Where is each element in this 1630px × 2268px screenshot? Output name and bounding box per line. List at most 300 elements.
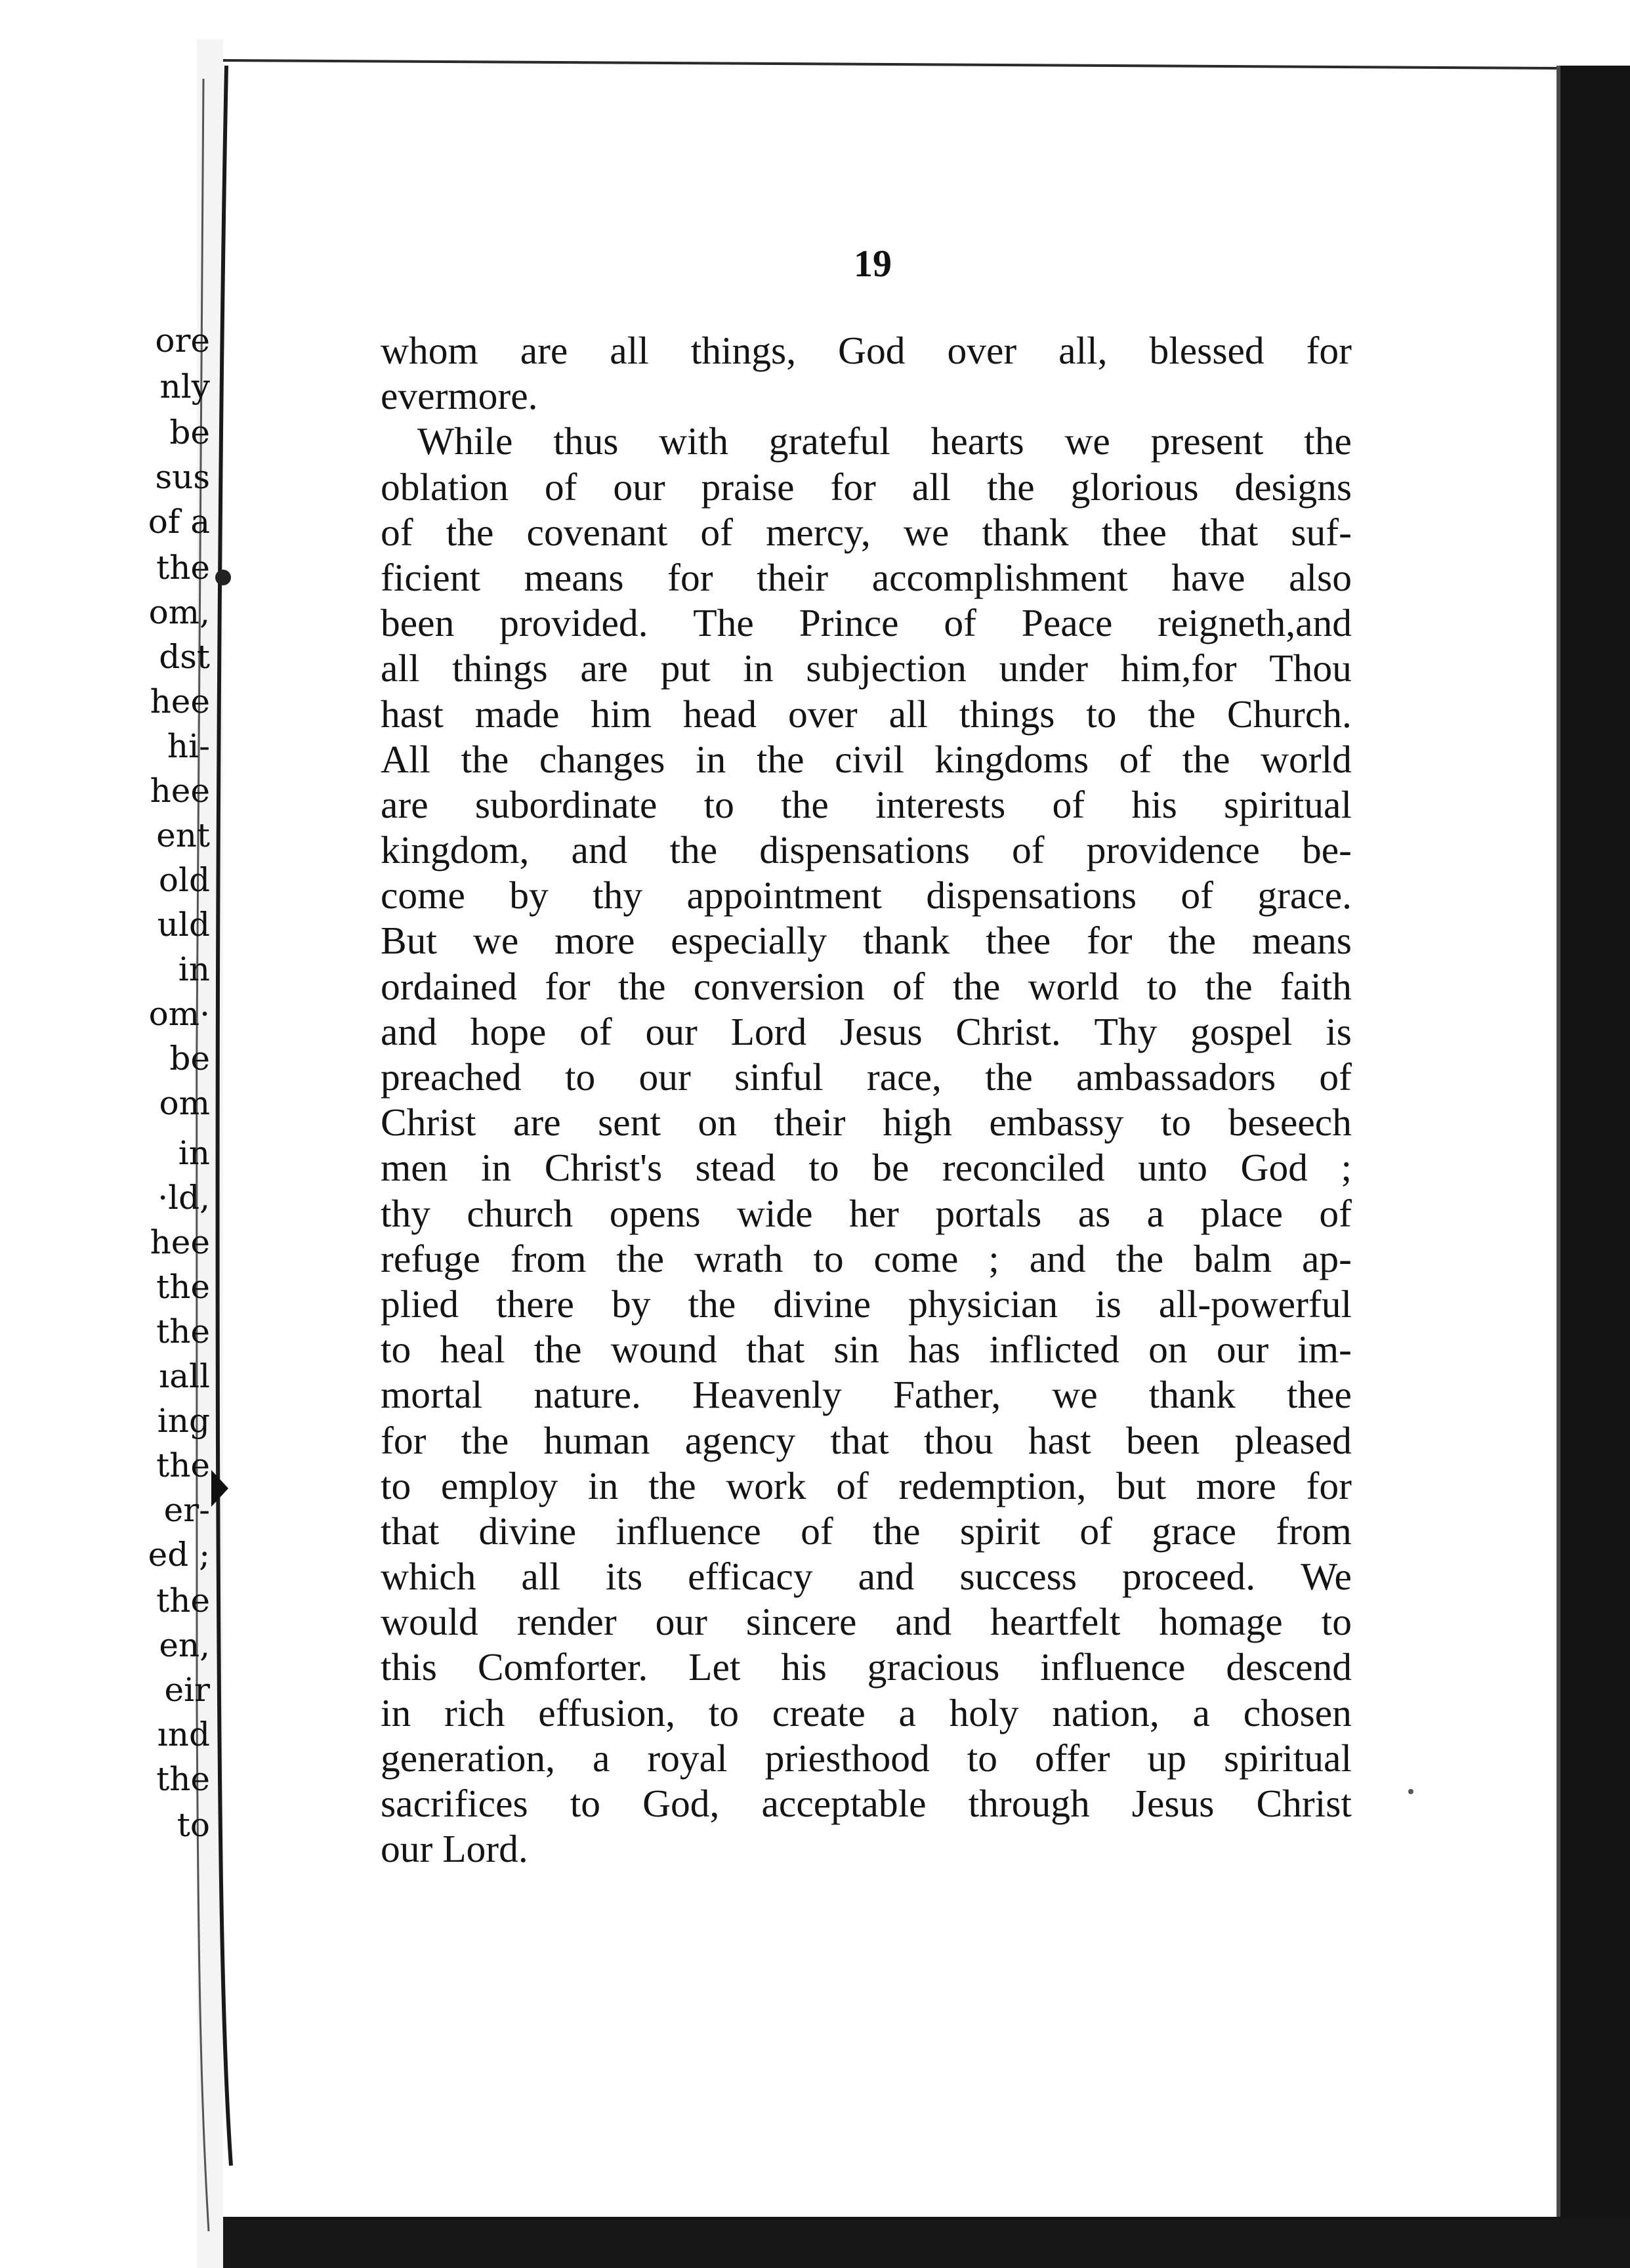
word: suf- [1291,510,1352,554]
word: We [1301,1555,1352,1599]
word: im- [1297,1328,1352,1372]
word: embassy [989,1101,1124,1144]
word: thus [553,419,619,463]
word: a [1146,1191,1165,1235]
word: Heavenly [692,1373,842,1417]
word: All [381,737,431,781]
word: through [968,1782,1090,1825]
previous-page-edge [0,0,223,2268]
word: Church. [1226,692,1352,736]
prev-fragment: be [169,413,210,452]
word: rich [444,1690,505,1734]
word: priesthood [764,1736,930,1780]
prev-fragment: hee [150,682,210,721]
word: dispensations [926,873,1137,917]
word: world [1261,737,1352,781]
word: thee [986,919,1051,963]
word: by [612,1282,651,1326]
word: world [1028,964,1119,1008]
word: spiritual [1223,782,1352,826]
word: ; [1341,1146,1352,1190]
word: our [638,1055,691,1099]
prev-fragment: om, [148,593,210,631]
word: holy [949,1690,1019,1734]
prev-fragment: nly [159,368,210,406]
word: for [381,1418,427,1462]
text-line [381,328,1352,373]
word: portals [935,1191,1042,1235]
word: his [781,1645,827,1689]
word: of [1319,1055,1352,1099]
text-line [381,1418,1352,1463]
word: mortal [381,1373,483,1417]
word: acceptable [761,1782,927,1825]
text-line [381,1645,1352,1690]
word: the [781,782,829,826]
word: faith [1280,964,1352,1008]
word: physician [908,1282,1058,1326]
word: of [700,510,733,554]
prev-fragment: hee [150,772,210,810]
word: for [1306,329,1352,372]
word: as [1077,1191,1111,1235]
word: for [830,465,876,509]
word: reconciled [942,1146,1105,1190]
text-line [381,1009,1352,1055]
word: means [1251,919,1352,963]
word: hast [381,692,444,736]
word: of [1011,828,1045,872]
word: nature. [533,1373,641,1417]
word: kingdom, [381,828,530,872]
word: appointment [686,873,882,917]
word: glorious [1070,465,1199,509]
word: of [1079,1509,1112,1553]
text-line [381,1055,1352,1100]
page-number: 19 [854,242,892,285]
text-line [381,737,1352,782]
text-line [381,1236,1352,1282]
word: more [1196,1463,1276,1507]
word: there [496,1282,574,1326]
word: hast [1028,1418,1091,1462]
text-line [381,873,1352,918]
text-line [381,1599,1352,1645]
word: Let [688,1645,741,1689]
word: thou [923,1418,993,1462]
word: the [446,510,494,554]
word: have [1171,555,1245,599]
word: a [1192,1690,1210,1734]
word: gracious [867,1645,1000,1689]
word: the [756,737,805,781]
text-line [381,1191,1352,1236]
word: to [1086,692,1117,736]
text-line [381,692,1352,737]
word: on [1148,1328,1188,1372]
word: beseech [1228,1101,1352,1144]
word: up [1147,1736,1186,1780]
word: we [903,510,950,554]
word: in [696,737,726,781]
text-line [381,918,1352,963]
text-line [381,1327,1352,1372]
word: of [1052,782,1085,826]
text-line [381,1100,1352,1145]
word: to [564,1055,596,1099]
word: wrath [694,1236,784,1280]
word: sent [598,1101,661,1144]
word: all [888,692,929,736]
word: homage [1159,1600,1283,1644]
prev-fragment: be [169,1040,210,1078]
word: all, [1058,329,1108,372]
word: Christ. [955,1009,1061,1053]
word: sincere [745,1600,857,1644]
word: hearts [930,419,1024,463]
word: and [381,1009,437,1053]
word: employ [440,1463,558,1507]
word: reigneth,and [1158,601,1352,645]
word: grateful [768,419,890,463]
text-line: evermore. [381,374,538,418]
word: ambassadors [1076,1055,1276,1099]
word: men [381,1146,448,1190]
word: of [1181,873,1213,917]
word: thank [1148,1373,1236,1417]
text-line [381,1282,1352,1327]
word: are [580,646,628,690]
word: his [1131,782,1177,826]
word: whom [381,329,478,372]
text-line [381,1554,1352,1599]
word: Jesus [840,1009,923,1053]
word: on [698,1101,738,1144]
prev-fragment: to [177,1806,210,1844]
word: spirit [959,1509,1041,1553]
word: Comforter. [477,1645,648,1689]
word: divine [773,1282,871,1326]
word: especially [671,919,827,963]
word: refuge [381,1236,480,1280]
word: the [952,964,1001,1008]
word: put [660,646,711,690]
word: ordained [381,964,518,1008]
word: and [895,1600,952,1644]
prev-fragment: sus [155,458,210,496]
word: is [1326,1009,1352,1053]
text-line [381,646,1352,691]
text-line [381,1372,1352,1418]
word: preached [381,1055,522,1099]
text-line [381,1463,1352,1509]
word: grace [1152,1509,1237,1553]
word: are [381,782,428,826]
word: and [571,828,628,872]
word: conversion [693,964,865,1008]
prev-fragment: dst [159,638,210,676]
prev-fragment: ent [156,816,210,854]
word: wound [610,1328,717,1372]
word: the [1148,692,1196,736]
body-text [381,328,1352,1872]
word: the [617,964,666,1008]
word: and [1029,1236,1086,1280]
word: Prince [799,601,899,645]
word: to [813,1236,844,1280]
word: of [801,1509,833,1553]
word: designs [1234,465,1352,509]
word: we [1064,419,1110,463]
word: things [959,692,1055,736]
word: pleased [1234,1418,1352,1462]
word: the [461,737,509,781]
prev-fragment: the [156,1446,210,1484]
word: has [908,1328,961,1372]
prev-fragment: the [156,1582,210,1620]
word: him,for [1120,646,1237,690]
right-edge-highlight [1557,66,1560,2268]
word: generation, [381,1736,555,1780]
word: her [848,1191,899,1235]
word: covenant [526,510,668,554]
word: The [693,601,754,645]
word: to [1146,964,1177,1008]
word: sacrifices [381,1782,528,1825]
word: high [883,1101,952,1144]
word: thee [1286,1373,1352,1417]
word: of [836,1463,869,1507]
word: things, [690,329,797,372]
prev-fragment: hee [150,1223,210,1261]
word: in [381,1690,411,1734]
word: ap- [1302,1236,1352,1280]
word: the [669,828,718,872]
text-line [381,555,1352,600]
word: thy [593,873,643,917]
text-line [381,1781,1352,1826]
word: our [645,1009,698,1053]
word: opens [609,1191,701,1235]
text-line [381,510,1352,555]
prev-fragment: old [158,861,210,899]
text-line [381,1690,1352,1736]
word: plied [381,1282,459,1326]
word: proceed. [1121,1555,1256,1599]
word: to [1321,1600,1352,1644]
word: present [1150,419,1264,463]
word: things [452,646,548,690]
word: are [520,329,568,372]
word: from [1276,1509,1352,1553]
word: Christ's [544,1146,663,1190]
prev-fragment: om· [148,995,210,1033]
word: the [616,1236,665,1280]
word: the [872,1509,921,1553]
prev-fragment: uld [157,906,210,944]
word: God [1240,1146,1308,1190]
word: influence [616,1509,761,1553]
word: our [1216,1328,1269,1372]
word: that [1200,510,1259,554]
word: by [509,873,549,917]
prev-fragment: of a [148,503,210,541]
word: Jesus [1131,1782,1215,1825]
word: over [947,329,1017,372]
word: race, [866,1055,942,1099]
text-line [381,782,1352,828]
word: the [533,1328,582,1372]
word: in [480,1146,512,1190]
word: ficient [381,555,480,599]
text-line [381,465,1352,510]
word: unto [1138,1146,1207,1190]
word: wide [736,1191,813,1235]
word: thy [381,1191,431,1235]
word: the [1304,419,1352,463]
word: mercy, [766,510,871,554]
word: would [381,1600,478,1644]
word: royal [647,1736,728,1780]
word: all-powerful [1158,1282,1352,1326]
text-line [381,1736,1352,1781]
word: that [745,1328,805,1372]
word: this [381,1645,437,1689]
word: their [774,1101,846,1144]
word: all [911,465,951,509]
word: means [524,555,624,599]
word: over [787,692,858,736]
word: human [543,1418,650,1462]
word: hope [470,1009,547,1053]
prev-fragment: the [156,1268,210,1306]
word: the [1168,919,1217,963]
prev-fragment: the [156,1760,210,1798]
word: under [999,646,1089,690]
word: to [808,1146,839,1190]
word: agency [684,1418,796,1462]
word: the [987,465,1035,509]
text-line [381,1145,1352,1190]
word: of [381,510,413,554]
word: place [1200,1191,1283,1235]
word: to [570,1782,600,1825]
word: offer [1035,1736,1110,1780]
word: been [1125,1418,1200,1462]
text-line [381,964,1352,1009]
word: church [467,1191,574,1235]
word: we [1052,1373,1098,1417]
word: the [461,1418,509,1462]
word: success [959,1555,1077,1599]
word: to [381,1463,411,1507]
word: Father, [892,1373,1001,1417]
prev-fragment: ore [155,322,210,360]
word: work [726,1463,806,1507]
word: of [544,465,577,509]
word: heal [440,1328,505,1372]
prev-fragment: hi- [167,727,210,765]
word: head [682,692,757,736]
word: and [858,1555,915,1599]
text-line: our Lord. [381,1827,528,1871]
word: stead [695,1146,776,1190]
word: render [516,1600,617,1644]
word: are [512,1101,561,1144]
word: we [472,919,519,963]
word: its [605,1555,643,1599]
word: of [892,964,925,1008]
word: in [588,1463,619,1507]
word: effusion, [538,1690,676,1734]
word: Christ [1256,1782,1352,1825]
word: a [898,1690,916,1734]
word: divine [478,1509,577,1553]
word: While [417,419,513,463]
word: dispensations [759,828,970,872]
prev-fragment: ing [157,1402,210,1440]
word: redemption, [898,1463,1087,1507]
word: the [688,1282,736,1326]
word: with [659,419,728,463]
word: to [703,782,734,826]
word: for [1087,919,1133,963]
word: our [655,1600,707,1644]
word: come [873,1236,959,1280]
prev-fragment: in [178,950,210,988]
word: accomplishment [871,555,1128,599]
word: to [1160,1101,1192,1144]
prev-fragment: er- [163,1491,210,1529]
word: providence [1086,828,1260,872]
page-top-edge [223,60,1562,68]
word: sinful [734,1055,824,1099]
word: all [381,646,420,690]
word: nation, [1052,1690,1160,1734]
word: be- [1301,828,1352,872]
word: all [610,329,649,372]
word: influence [1040,1645,1186,1689]
word: him [591,692,652,736]
word: the [985,1055,1033,1099]
word: interests [875,782,1006,826]
word: of [1119,737,1152,781]
word: for [1306,1463,1352,1507]
word: also [1289,555,1352,599]
word: of [579,1009,612,1053]
word: for [667,555,713,599]
word: of [944,601,976,645]
word: spiritual [1223,1736,1352,1780]
word: Lord [730,1009,807,1053]
word: thank [982,510,1069,554]
word: oblation [381,465,509,509]
word: to [708,1690,740,1734]
word: thee [1101,510,1167,554]
word: ; [988,1236,999,1280]
word: God [838,329,906,372]
word: that [381,1509,440,1553]
word: provided. [499,601,648,645]
word: to [381,1328,411,1372]
prev-fragment: ed ; [148,1536,210,1574]
bottom-dark-edge [223,2217,1630,2268]
text-line [381,828,1352,873]
prev-fragment: en, [159,1626,210,1664]
word: civil [835,737,904,781]
word: for [545,964,591,1008]
word: be [872,1146,909,1190]
